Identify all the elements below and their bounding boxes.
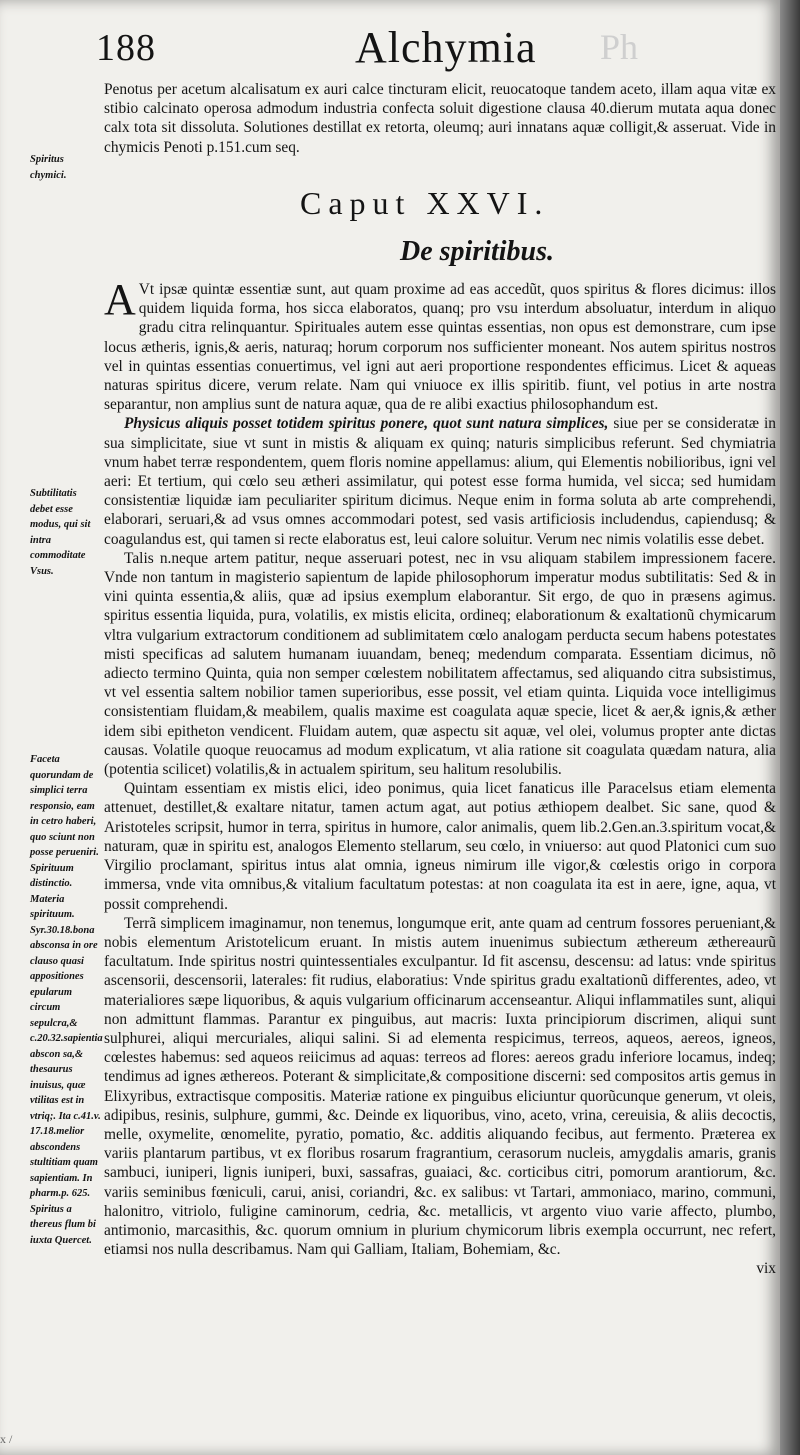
bleed-through-text: Ph — [600, 27, 639, 67]
paragraph-3: Talis n.neque artem patitur, neque asseruari potest, nec in vsu aliquam stabilem impressionem facere. Vnde non tantum in magisterio sapientum de lapide philosophorum imperatur modus subtilitatis: Sed & in vini quinta essentia,& aliis, quæ ad ipsius exemplum elaborantur. Sit ergo, de quo in præsens agimus. spiritus essentia liquida, pura, volatilis, ex mistis elicita, ordineq; elaborationum & exaltationũ chymicarum vltra vulgarium extractorum conditionem ad sublimitatem cœlo analogam perducta secum habens potestates misti specificas ad salutem humanam iuuandam, beneq; medendum comparata. Essentiam dicimus, nõ adiecto termino Quinta, quia non semper cœlestem nobilitatem affectamus, sed aliquando citra subsistimus, vt vel essentia saltem nobilior tamen superioribus, esse possit, vel etiam quinta. Liquida voce intelligimus consistentiam fluidam,& meabilem, qualis maxime est coagulata aquæ specie, licet & aer,& ignis,& æther idem sibi epitheton vendicent. Fluidam autem, quæ aspectu sit aquæ, vel olei, volumus propter ante dictas causas. Volatile quoque reuocamus ad modum explicatum, vt alia ratione sit coagulata quædam natura, alia (potentia scilicet) volatilis,& in actualem spiritum, seu halitum resolubilis. — [104, 549, 776, 779]
paragraph-5: Terrã simplicem imaginamur, non tenemus, longumque erit, ante quam ad centrum fossores perueniant,& nobis elementum Aristotelicum eruant. In mistis autem inuenimus subiectum æthereum æthereaurũ facultatum. Inde spiritus nostri quintessentiales exculpantur. Id fit ascensu, descensu: ad latus: vnde spiritus ascensorii, descensorii, laterales: fit rudius, elaboratius: Vnde spiritus gradu exaltationũ differentes, adeo, vt materialiores sæpe liquoribus, & aquis vulgarium officinarum accenseantur. Aliqui inflammatiles sunt, aliqui non admittunt flammas. Parantur ex pinguibus, aut macris: Iuxta principiorum discrimen, aliqui sunt sulphurei, aliqui mercuriales, aliqui salini. Si ad elementa respicimus, terreos, aqueos, aereos, igneos, cœlestes habemus: sed aqueos reiicimus ad aquas: terreos ad flores: aereos gradu inferiore locamus, indeq; tendimus ad ignes æthereos. Poterant & simplicitate,& compositione discerni: sed compositos artis gemus in Elixyribus, extractisque compositis. Materiæ ratione ex pinguibus eliciuntur quorũcunque generum, vt oleis, adipibus, resinis, sulphure, gummi, &c. Deinde ex liquoribus, vino, aceto, vrina, cereuisia, & aliis decoctis, melle, oxymelite, œnomelite, pyratio, pomatio, &c. additis aliquando fecibus, aut fermento. Præterea ex variis plantarum partibus, vt ex floribus rosarum fragrantium, cerasorum nucleis, amygdalis amaris, granis sambuci, iuniperi, lignis iuniperi, buxi, sassafras, guaiaci, &c. corticibus citri, pomorum arantiorum, &c. variis seminibus fœniculi, carui, anisi, coriandri, &c. ex salibus: vt Tartari, ammoniaco, marino, communi, halonitro, vitriolo, fuligine caminorum, cedria, &c. metallicis, vt argento viuo varie affecto, plumbo, antimonio, marcasithis, &c. quorum omnium in plurium chymicorum libris exempla occurrunt, nec refert, etiamsi nos nulla describamus. Nam qui Galliam, Italiam, Bohemiam, &c. — [104, 914, 776, 1259]
margin-note-subtilitatis: Subtilitatis debet esse modus, qui sit intra commoditate Vsus. — [30, 488, 91, 577]
paragraph-4: Quintam essentiam ex mistis elici, ideo ponimus, quia licet fanaticus ille Paracelsus etiam elementa attenuet, destillet,& exaltare nitatur, tamen actum agat, aut potius æthiopem dealbet. Sic sane, quod & Aristoteles scripsit, humor in terra, spiritus in humore, calor animalis, quem lib.2.Gen.an.3.spiritum vocat,& naturam, quæ in spiritu est, analogos Elemento stellarum, seu cœlo, in vniuerso: aut quod Platonici cum suo Virgilio proclamant, spiritus intus alat omnia, igneus nimirum ille vigor,& cœlestis origo in corpora immersa, vnde vita omnibus,& vitalium facultatum potestas: at non coagulata ita est in aere, igne, aqua, vt possit comprehendi. — [104, 780, 776, 913]
margin-note-spiritus-chymici: Spiritus chymici. — [30, 154, 67, 181]
chapter-title: De spiritibus. — [400, 236, 555, 267]
paragraph-1-text: Vt ipsæ quintæ essentiæ sunt, aut quam proxime ad eas accedũt, quos spiritus & flores dicimus: illos quidem liquida forma, hos sicca elaboratos, quanq; pro vsu interdum absoluatur, interdum in aliquo gradu citra relinquantur. Spirituales autem esse quintas essentias, non opus est demonstrare, cum ipse locus ætheris, ignis,& aeris, naturaq; horum corporum nos sufficienter moneant. Nos autem spiritus nostros vel in quintas essentias conuertimus, vel igni aut aeri proportione respondentes efficimus. Licet & aqueas naturas spiritus dicere, verum relate. Nam qui vniuoce ex illis spiritib. fiunt, vel potius in arte nostra separantur, non amplius sunt de natura aquæ, qua de re alibi exactius philosophandum est. — [104, 281, 776, 414]
paragraph-2 — [104, 414, 776, 548]
paragraph-2-text: siue per se consideratæ in sua simplicitate, siue vt sunt in mistis & aliquam ex quinq; naturis simplicibus referunt. Sed chymiatria vnum habet terræ respondentem, quem floris nomine appellamus: alium, qui Elementis nobilioribus, igni vel aeri: Et tertium, qui cœlo seu ætheri assimilatur, qui potest esse forma humida, vel sicca; sed humidam consistentiæ liquidæ iam peculiariter spiritum dicimus. Neque enim in forma soluta ab arte comprehendi, elaborari, seruari,& ad vsus omnes accommodari potest, sed vasis artificiosis includendus, capiendusq; & coagulandus est, qui tamen si recte elaboratus est, leui calore soluitur. Verum nec nimis volatilis esse debet. — [104, 415, 776, 548]
running-title: Alchymia — [355, 23, 537, 72]
drop-cap: A — [104, 275, 136, 324]
page-number: 188 — [96, 27, 156, 69]
catchword: vix — [756, 1260, 776, 1278]
chapter-body — [104, 275, 776, 1279]
bottom-corner-mark: x / — [0, 1432, 13, 1446]
top-paragraph-block — [104, 80, 776, 157]
paragraph-1 — [104, 275, 776, 414]
paragraph-2-lead: Physicus aliquis posset totidem spiritus ponere, quot sunt natura simplices, — [124, 415, 609, 433]
top-paragraph: Penotus per acetum alcalisatum ex auri calce tincturam elicit, reuocatoque tandem aceto, illam aqua vitæ ex stibio calcinato operosa admodum industria confecta soluit digestione clausa 40.dierum mutata aqua donec calx tota sit dissoluta. Solutiones destillat ex retorta, oleumq; auri innatans aquæ colligit,& asseruat. Vide in chymicis Penoti p.151.cum seq. — [104, 81, 776, 156]
page-edge-shadow — [780, 0, 800, 1455]
margin-note-faceta: Faceta quorundam de simplici terra responsio, eam in cetro haberi, quo sciunt non posse perueniri. Spirituum distinctio. Materia spirituum. Syr.30.18.bona absconsa in ore clauso quasi appositiones epularum circum sepulcra,& c.20.32.sapientia abscon sa,& thesaurus inuisus, quæ vtilitas est in vtriq;. Ita c.41.v. 17.18.melior abscondens stultitiam quam sapientiam. In pharm.p. 625. Spiritus a thereus flum bi iuxta Quercet. — [30, 754, 103, 1246]
chapter-heading: Caput XXVI. — [300, 185, 550, 221]
